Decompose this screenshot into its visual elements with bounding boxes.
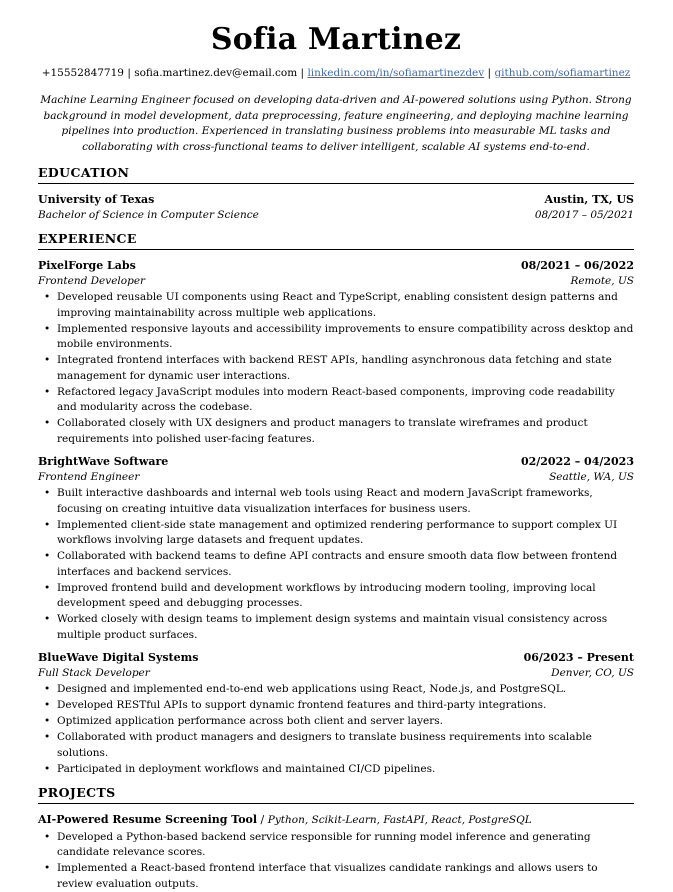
project-tech-stack: Python, Scikit-Learn, FastAPI, React, PostgreSQL: [268, 814, 532, 826]
education-section-header: EDUCATION: [38, 166, 634, 180]
bullet-item: • Designed and implemented end-to-end web applications using React, Node.js, and PostgreSQL.: [57, 682, 634, 698]
job-dates: 02/2022 – 04/2023: [521, 454, 634, 470]
job-entry-subheader: [38, 666, 634, 682]
company-name: BlueWave Digital Systems: [38, 650, 198, 666]
email-address: sofia.martinez.dev@email.com: [134, 67, 297, 79]
bullet-item: • Improved frontend build and development workflows by introducing modern tooling, improving local development speed and debugging processes.: [57, 581, 634, 612]
company-name: BrightWave Software: [38, 454, 168, 470]
section-divider: [38, 183, 634, 184]
bullet-item: • Implemented client-side state management and optimized rendering performance to support complex UI workflows involving large datasets and frequent updates.: [57, 518, 634, 549]
education-entry-subheader: [38, 208, 634, 224]
bullet-item: • Developed reusable UI components using React and TypeScript, enabling consistent design patterns and improving maintainability across multiple web applications.: [57, 290, 634, 321]
bullet-item: • Developed a Python-based backend service responsible for running model inference and generating candidate relevance scores.: [57, 830, 634, 861]
project-entry-header: [38, 812, 634, 829]
job-entry: [38, 650, 634, 777]
degree-name: Bachelor of Science in Computer Science: [38, 208, 259, 224]
job-dates: 08/2021 – 06/2022: [521, 258, 634, 274]
school-location: Austin, TX, US: [544, 192, 634, 208]
experience-section-header: EXPERIENCE: [38, 232, 634, 246]
phone-number: +15552847719: [42, 67, 124, 79]
page-title: Sofia Martinez: [38, 24, 634, 56]
job-entry: [38, 258, 634, 447]
project-entry: [38, 812, 634, 892]
bullet-item: • Integrated frontend interfaces with backend REST APIs, handling asynchronous data fetching and state management for dynamic user interactions.: [57, 353, 634, 384]
bullet-item: • Implemented responsive layouts and accessibility improvements to ensure compatibility across desktop and mobile environments.: [57, 322, 634, 353]
job-location: Denver, CO, US: [551, 666, 634, 682]
job-dates: 06/2023 – Present: [524, 650, 634, 666]
linkedin-link[interactable]: linkedin.com/in/sofiamartinezdev: [307, 67, 484, 79]
bullet-item: • Refactored legacy JavaScript modules into modern React-based components, improving code readability and modularity across the codebase.: [57, 385, 634, 416]
job-title: Full Stack Developer: [38, 666, 150, 682]
bullet-item: • Developed RESTful APIs to support dynamic frontend features and third-party integrations.: [57, 698, 634, 714]
bullet-item: • Implemented a React-based frontend interface that visualizes candidate rankings and allows users to review evaluation outputs.: [57, 861, 634, 892]
job-bullet-list: [38, 682, 634, 777]
separator: |: [488, 67, 492, 79]
bullet-item: • Worked closely with design teams to implement design systems and maintain visual consistency across multiple product surfaces.: [57, 612, 634, 643]
company-name: PixelForge Labs: [38, 258, 136, 274]
education-dates: 08/2017 – 05/2021: [535, 208, 634, 224]
section-experience: [38, 232, 634, 777]
section-divider: [38, 803, 634, 804]
separator: |: [301, 67, 305, 79]
professional-summary: Machine Learning Engineer focused on developing data-driven and AI-powered solutions using Python. Strong background in model development, data preprocessing, feature engineering, and deploying machine learning pipelines into production. Experienced in translating business problems into measurable ML tasks and collaborating with cross-functional teams to deliver intelligent, scalable AI systems end-to-end.: [38, 93, 634, 155]
bullet-item: • Collaborated closely with UX designers and product managers to translate wireframes and product requirements into polished user-facing features.: [57, 416, 634, 447]
contact-line: [38, 67, 634, 80]
job-location: Seattle, WA, US: [549, 470, 634, 486]
projects-section-header: PROJECTS: [38, 786, 634, 800]
separator: |: [127, 67, 131, 79]
bullet-item: • Collaborated with product managers and designers to translate business requirements into scalable solutions.: [57, 730, 634, 761]
separator: /: [261, 813, 265, 826]
job-entry-subheader: [38, 470, 634, 486]
github-link[interactable]: github.com/sofiamartinez: [494, 67, 630, 79]
job-entry-header: [38, 258, 634, 274]
project-bullet-list: [38, 830, 634, 892]
job-entry: [38, 454, 634, 643]
school-name: University of Texas: [38, 192, 154, 208]
job-title: Frontend Engineer: [38, 470, 139, 486]
section-projects: [38, 786, 634, 892]
job-bullet-list: [38, 290, 634, 447]
job-entry-subheader: [38, 274, 634, 290]
project-name: AI-Powered Resume Screening Tool: [38, 813, 257, 826]
section-education: [38, 166, 634, 223]
job-entry-header: [38, 650, 634, 666]
bullet-item: • Collaborated with backend teams to define API contracts and ensure smooth data flow between frontend interfaces and backend services.: [57, 549, 634, 580]
job-entry-header: [38, 454, 634, 470]
job-title: Frontend Developer: [38, 274, 145, 290]
education-entry-header: [38, 192, 634, 208]
job-location: Remote, US: [570, 274, 634, 290]
job-bullet-list: [38, 486, 634, 643]
section-divider: [38, 249, 634, 250]
bullet-item: • Optimized application performance across both client and server layers.: [57, 714, 634, 730]
bullet-item: • Participated in deployment workflows and maintained CI/CD pipelines.: [57, 762, 634, 778]
bullet-item: • Built interactive dashboards and internal web tools using React and modern JavaScript frameworks, focusing on creating intuitive data visualization interfaces for business users.: [57, 486, 634, 517]
